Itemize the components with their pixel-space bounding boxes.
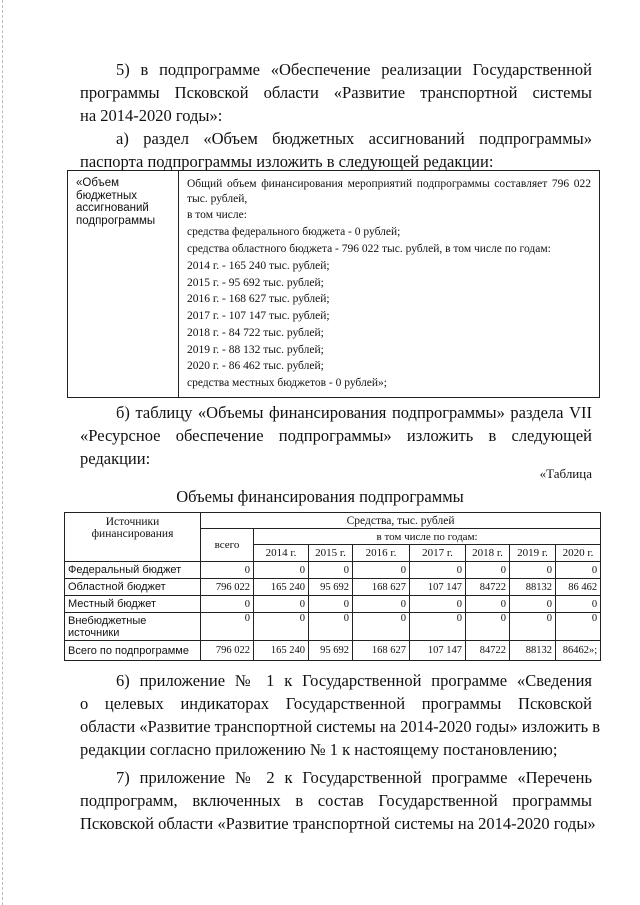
row-source-name: Областной бюджет — [65, 579, 201, 596]
table-note: «Таблица — [539, 466, 592, 481]
table-cell: 86 462 — [556, 579, 601, 596]
paragraph-line: 5) в подпрограмме «Обеспечение реализации Государственной — [116, 60, 592, 79]
passport-line: 2017 г. - 107 147 тыс. рублей; — [187, 310, 330, 323]
paragraph-line: редакции согласно приложению № 1 к настоящему постановлению; — [80, 740, 558, 759]
table-cell: 0 — [410, 562, 466, 579]
table-cell: 0 — [410, 596, 466, 613]
paragraph-line: 7) приложение № 2 к Государственной программе «Перечень — [116, 768, 592, 787]
header-year: 2019 г. — [510, 545, 556, 562]
funding-table — [64, 512, 601, 661]
table-cell: 0 — [466, 596, 510, 613]
table-cell: 165 240 — [254, 641, 309, 661]
table-cell: 0 — [309, 562, 353, 579]
paragraph-line: 6) приложение № 1 к Государственной программе «Сведения — [116, 671, 592, 690]
paragraph-line: б) таблицу «Объемы финансирования подпрограммы» раздела VII — [116, 403, 592, 422]
table-cell: 0 — [254, 613, 309, 641]
paragraph-line: на 2014-2020 годы»: — [80, 106, 223, 125]
table-cell: 0 — [466, 562, 510, 579]
header-year: 2014 г. — [254, 545, 309, 562]
passport-line: средства местных бюджетов - 0 рублей»; — [187, 377, 387, 390]
table-title: Объемы финансирования подпрограммы — [176, 487, 464, 506]
passport-line: средства областного бюджета - 796 022 тыс. рублей, в том числе по годам: — [187, 242, 551, 255]
table-row — [65, 562, 601, 579]
table-cell: 796 022 — [201, 641, 254, 661]
paragraph-line: программы Псковской области «Развитие транспортной системы — [80, 83, 592, 102]
header-year: 2020 г. — [556, 545, 601, 562]
table-cell: 0 — [254, 562, 309, 579]
paragraph-line: Псковской области «Развитие транспортной системы на 2014-2020 годы» — [80, 814, 596, 833]
passport-line: 2014 г. - 165 240 тыс. рублей; — [187, 259, 330, 272]
table-cell: 0 — [309, 596, 353, 613]
table-cell: 0 — [466, 613, 510, 641]
passport-line: 2016 г. - 168 627 тыс. рублей; — [187, 293, 330, 306]
page-edge-dashed — [2, 0, 5, 905]
table-cell: 84722 — [466, 641, 510, 661]
table-cell: 165 240 — [254, 579, 309, 596]
table-cell: 0 — [353, 562, 410, 579]
table-cell: 107 147 — [410, 641, 466, 661]
paragraph-line: редакции: — [80, 449, 151, 468]
paragraph-item-b — [80, 401, 592, 470]
table-row — [65, 641, 601, 661]
table-row — [65, 596, 601, 613]
table-cell: 107 147 — [410, 579, 466, 596]
table-row — [65, 579, 601, 596]
paragraph-item-5 — [80, 58, 592, 127]
paragraph-line: подпрограмм, включенных в состав Государственной программы — [80, 791, 592, 810]
table-cell: 0 — [309, 613, 353, 641]
table-cell: 95 692 — [309, 579, 353, 596]
table-cell: 0 — [254, 596, 309, 613]
table-cell: 796 022 — [201, 579, 254, 596]
table-cell: 88132 — [510, 579, 556, 596]
paragraph-item-7 — [80, 766, 596, 835]
passport-line: 2018 г. - 84 722 тыс. рублей; — [187, 326, 324, 339]
paragraph-item-a — [80, 127, 592, 173]
table-cell: 0 — [510, 562, 556, 579]
paragraph-item-6 — [80, 669, 601, 761]
table-cell: 95 692 — [309, 641, 353, 661]
row-source-name: Федеральный бюджет — [65, 562, 201, 579]
passport-line: Общий объем финансирования мероприятий подпрограммы составляет 796 022 тыс. рублей, — [187, 178, 591, 205]
table-cell: 0 — [410, 613, 466, 641]
paragraph-line: а) раздел «Объем бюджетных ассигнований подпрограммы» — [116, 129, 592, 148]
table-cell: 168 627 — [353, 579, 410, 596]
passport-value-cell — [179, 171, 599, 397]
row-source-name: Внебюджетные источники — [65, 613, 201, 641]
passport-line: 2020 г. - 86 462 тыс. рублей; — [187, 360, 324, 373]
passport-line: 2015 г. - 95 692 тыс. рублей; — [187, 276, 324, 289]
header-funds: Средства, тыс. рублей — [201, 513, 601, 529]
table-cell: 0 — [556, 613, 601, 641]
table-cell: 0 — [353, 596, 410, 613]
header-year: 2017 г. — [410, 545, 466, 562]
row-source-name: Всего по подпрограмме — [65, 641, 201, 661]
passport-line: в том числе: — [187, 209, 247, 222]
header-year: 2016 г. — [353, 545, 410, 562]
table-cell: 168 627 — [353, 641, 410, 661]
header-years-group: в том числе по годам: — [254, 529, 601, 545]
passport-table — [67, 170, 600, 398]
paragraph-line: «Ресурсное обеспечение подпрограммы» изложить в следующей — [80, 426, 592, 445]
table-cell: 0 — [201, 562, 254, 579]
row-source-name: Местный бюджет — [65, 596, 201, 613]
paragraph-line: области «Развитие транспортной системы на 2014-2020 годы» изложить в — [80, 717, 601, 736]
header-year: 2018 г. — [466, 545, 510, 562]
table-row — [65, 613, 601, 641]
table-cell: 0 — [201, 596, 254, 613]
header-total: всего — [201, 529, 254, 562]
table-cell: 0 — [353, 613, 410, 641]
table-cell: 0 — [556, 596, 601, 613]
table-cell: 0 — [510, 596, 556, 613]
table-cell: 84722 — [466, 579, 510, 596]
table-cell: 0 — [201, 613, 254, 641]
paragraph-line: паспорта подпрограммы изложить в следующей редакции: — [80, 152, 494, 171]
table-cell: 0 — [556, 562, 601, 579]
header-source: Источники финансирования — [65, 513, 201, 562]
passport-label-cell: «Объем бюджетных ассигнований подпрограммы — [68, 171, 179, 397]
header-year: 2015 г. — [309, 545, 353, 562]
paragraph-line: о целевых индикаторах Государственной программы Псковской — [80, 694, 592, 713]
passport-line: 2019 г. - 88 132 тыс. рублей; — [187, 343, 324, 356]
table-cell: 88132 — [510, 641, 556, 661]
table-cell: 86462»; — [556, 641, 601, 661]
table-cell: 0 — [510, 613, 556, 641]
passport-line: средства федерального бюджета - 0 рублей; — [187, 226, 401, 239]
